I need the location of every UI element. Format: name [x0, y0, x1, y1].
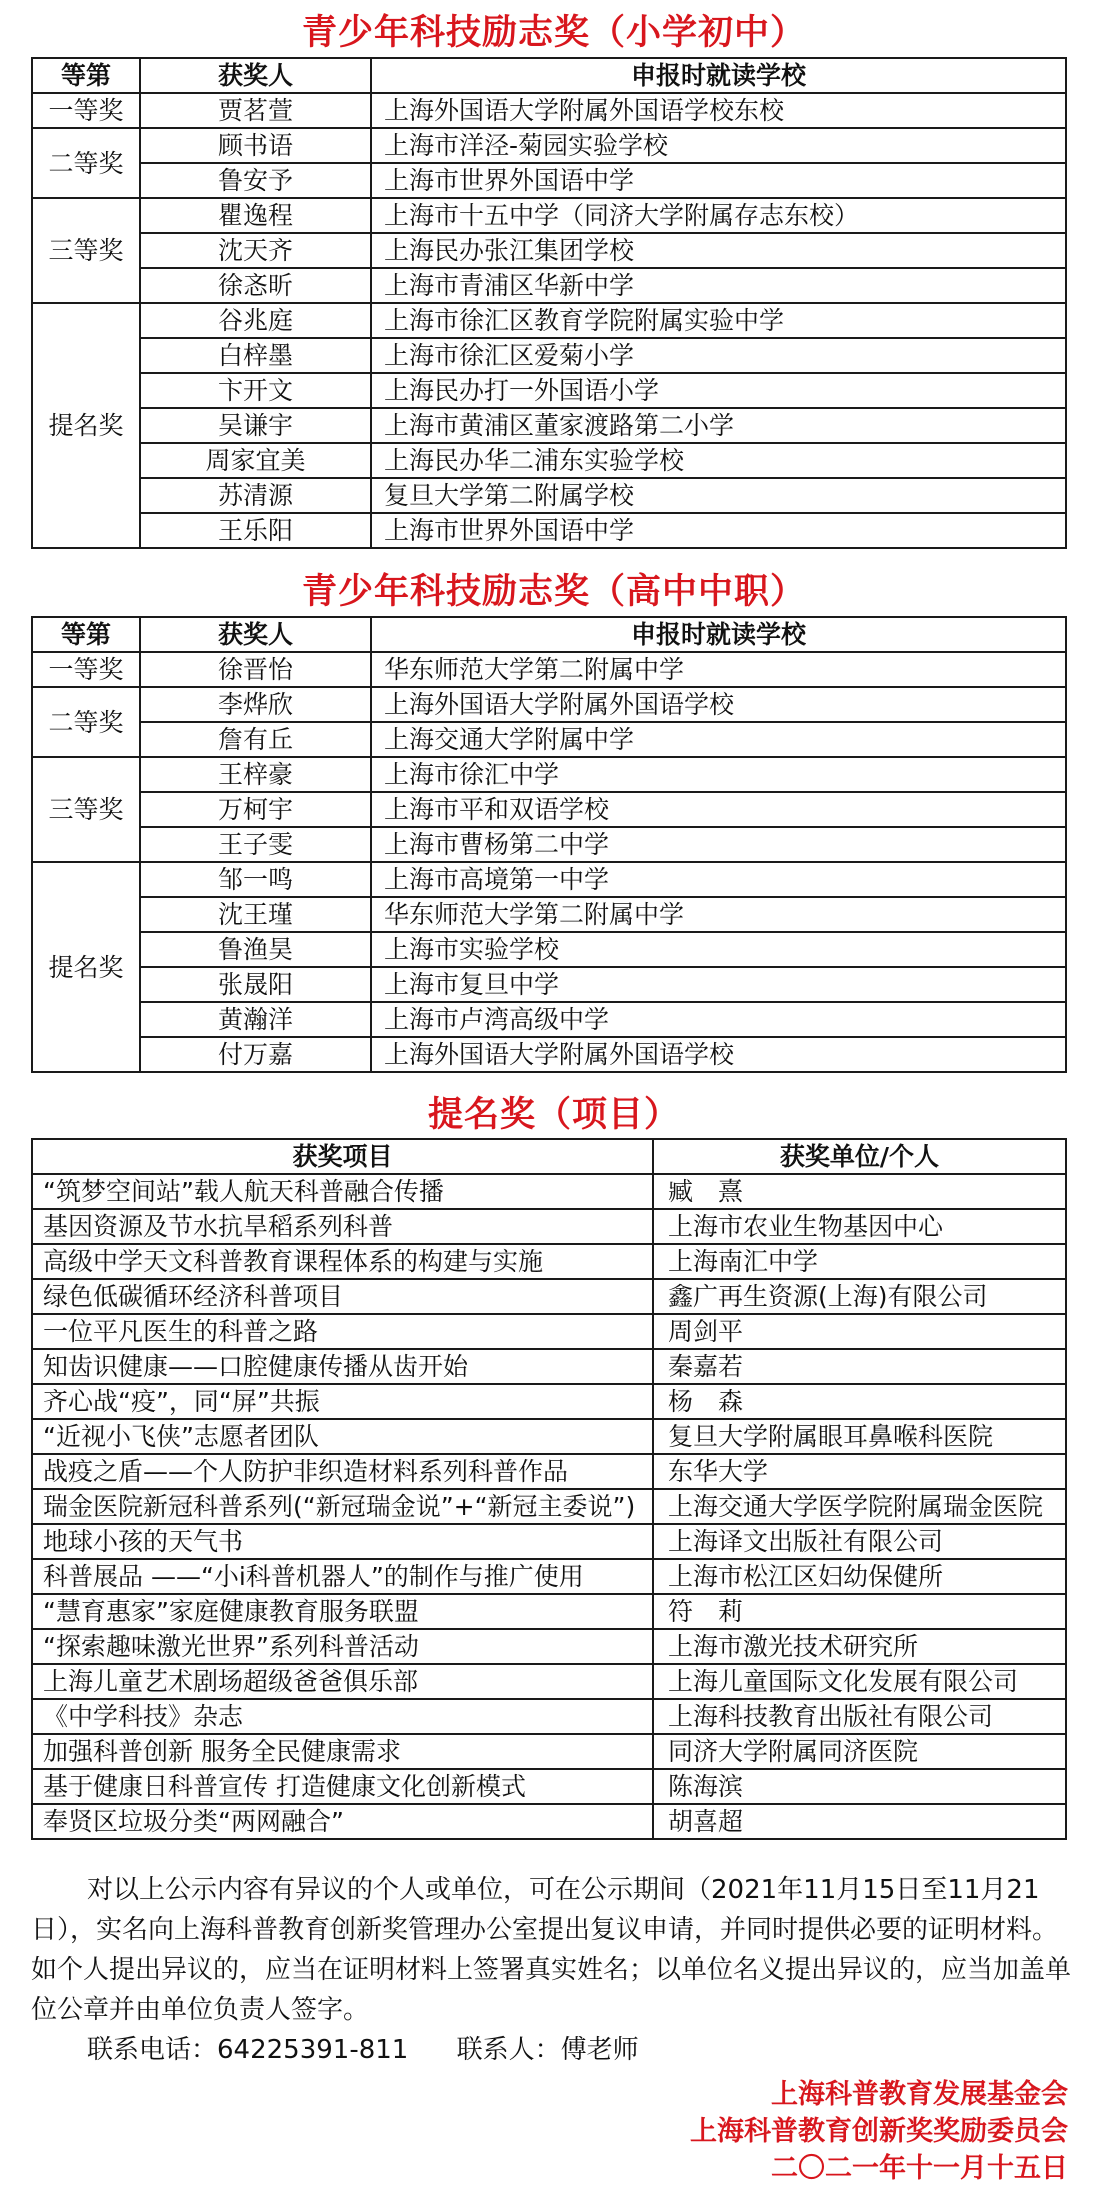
winner-name: 王乐阳: [140, 513, 371, 548]
school-name: 上海市世界外国语中学: [371, 163, 1066, 198]
table-row: [32, 652, 1066, 687]
signature-org1: 上海科普教育发展基金会: [771, 2079, 1068, 2110]
project-name: 基因资源及节水抗旱稻系列科普: [32, 1209, 653, 1244]
table-row: [32, 1174, 1066, 1209]
winner-name: 苏清源: [140, 478, 371, 513]
award-level: 二等奖: [32, 128, 140, 198]
school-name: 上海市平和双语学校: [371, 792, 1066, 827]
project-name: 知齿识健康——口腔健康传播从齿开始: [32, 1349, 653, 1384]
winner-name: 李烨欣: [140, 687, 371, 722]
table-row: [32, 897, 1066, 932]
section1-title: 青少年科技励志奖（小学初中）: [301, 13, 806, 53]
winner-name: 徐晋怡: [140, 652, 371, 687]
section2-table: [31, 616, 1067, 1073]
project-name: 科普展品 ——“小i科普机器人”的制作与推广使用: [32, 1559, 653, 1594]
project-name: 奉贤区垃圾分类“两网融合”: [32, 1804, 653, 1839]
award-level: 提名奖: [32, 862, 140, 1072]
section3-table: [31, 1138, 1067, 1840]
table-row: [32, 757, 1066, 792]
notice-text: 对以上公示内容有异议的个人或单位，可在公示期间（2021年11月15日至11月21日），实名向上海科普教育创新奖管理办公室提出复议申请，并同时提供必要的证明材料。如个人提出异议的，应当在证明材料上签署真实姓名；以单位名义提出异议的，应当加盖单位公章并由单位负责人签字。: [31, 1875, 1072, 2025]
winner-unit: 上海市松江区妇幼保健所: [653, 1559, 1066, 1594]
winner-name: 付万嘉: [140, 1037, 371, 1072]
table-row: [32, 722, 1066, 757]
section3-title: 提名奖（项目）: [427, 1095, 680, 1135]
award-level: 提名奖: [32, 303, 140, 548]
table-row: [32, 1209, 1066, 1244]
table-row: [32, 1734, 1066, 1769]
project-name: “近视小飞侠”志愿者团队: [32, 1419, 653, 1454]
table-row: [32, 1804, 1066, 1839]
school-name: 上海市洋泾-菊园实验学校: [371, 128, 1066, 163]
section2-title: 青少年科技励志奖（高中中职）: [301, 572, 806, 612]
header-school: 申报时就读学校: [371, 617, 1066, 652]
contact-person: 联系人：傅老师: [456, 2035, 639, 2065]
school-name: 上海市卢湾高级中学: [371, 1002, 1066, 1037]
winner-unit: 胡喜超: [653, 1804, 1066, 1839]
table-row: [32, 1037, 1066, 1072]
winner-name: 瞿逸程: [140, 198, 371, 233]
header-school: 申报时就读学校: [371, 58, 1066, 93]
table-row: [32, 408, 1066, 443]
school-name: 上海市世界外国语中学: [371, 513, 1066, 548]
header-project: 获奖项目: [32, 1139, 653, 1174]
school-name: 上海市复旦中学: [371, 967, 1066, 1002]
section1-table: [31, 57, 1067, 549]
table-row: [32, 1349, 1066, 1384]
school-name: 上海外国语大学附属外国语学校: [371, 687, 1066, 722]
table-row: [32, 1002, 1066, 1037]
table-row: [32, 1594, 1066, 1629]
project-name: 基于健康日科普宣传 打造健康文化创新模式: [32, 1769, 653, 1804]
table-row: [32, 1524, 1066, 1559]
winner-unit: 上海交通大学医学院附属瑞金医院: [653, 1489, 1066, 1524]
signature-block: [690, 2076, 1068, 2187]
award-level: 一等奖: [32, 93, 140, 128]
school-name: 上海市徐汇区教育学院附属实验中学: [371, 303, 1066, 338]
project-name: “探索趣味激光世界”系列科普活动: [32, 1629, 653, 1664]
project-name: 一位平凡医生的科普之路: [32, 1314, 653, 1349]
table-row: [32, 1559, 1066, 1594]
table-row: [32, 1629, 1066, 1664]
table-row: [32, 303, 1066, 338]
winner-name: 张晟阳: [140, 967, 371, 1002]
winner-unit: 东华大学: [653, 1454, 1066, 1489]
project-name: 战疫之盾——个人防护非织造材料系列科普作品: [32, 1454, 653, 1489]
winner-name: 鲁渔昊: [140, 932, 371, 967]
winner-name: 万柯宇: [140, 792, 371, 827]
table-row: [32, 687, 1066, 722]
winner-unit: 符 莉: [653, 1594, 1066, 1629]
winner-name: 徐忞昕: [140, 268, 371, 303]
header-level: 等第: [32, 617, 140, 652]
winner-unit: 上海市激光技术研究所: [653, 1629, 1066, 1664]
school-name: 上海民办打一外国语小学: [371, 373, 1066, 408]
signature-org2: 上海科普教育创新奖奖励委员会: [690, 2116, 1068, 2147]
school-name: 上海市十五中学（同济大学附属存志东校）: [371, 198, 1066, 233]
contact-line: [87, 2030, 679, 2070]
winner-unit: 臧 熹: [653, 1174, 1066, 1209]
school-name: 上海市徐汇中学: [371, 757, 1066, 792]
table-row: [32, 513, 1066, 548]
header-winner: 获奖人: [140, 58, 371, 93]
winner-unit: 同济大学附属同济医院: [653, 1734, 1066, 1769]
award-level: 三等奖: [32, 198, 140, 303]
table-row: [32, 443, 1066, 478]
project-name: 《中学科技》杂志: [32, 1699, 653, 1734]
school-name: 华东师范大学第二附属中学: [371, 897, 1066, 932]
school-name: 华东师范大学第二附属中学: [371, 652, 1066, 687]
school-name: 上海市青浦区华新中学: [371, 268, 1066, 303]
table-row: [32, 792, 1066, 827]
table-row: [32, 827, 1066, 862]
table-row: [32, 128, 1066, 163]
table-row: [32, 198, 1066, 233]
project-name: 齐心战“疫”，同“屏”共振: [32, 1384, 653, 1419]
table-row: [32, 373, 1066, 408]
winner-unit: 上海南汇中学: [653, 1244, 1066, 1279]
winner-name: 沈王瑾: [140, 897, 371, 932]
table-row: [32, 1244, 1066, 1279]
table-row: [32, 268, 1066, 303]
table-row: [32, 1489, 1066, 1524]
winner-unit: 陈海滨: [653, 1769, 1066, 1804]
school-name: 上海外国语大学附属外国语学校东校: [371, 93, 1066, 128]
winner-name: 卞开文: [140, 373, 371, 408]
project-name: “筑梦空间站”载人航天科普融合传播: [32, 1174, 653, 1209]
table-row: [32, 1699, 1066, 1734]
winner-name: 王子雯: [140, 827, 371, 862]
signature-date: 二〇二一年十一月十五日: [771, 2153, 1068, 2184]
header-level: 等第: [32, 58, 140, 93]
school-name: 上海民办华二浦东实验学校: [371, 443, 1066, 478]
winner-name: 邹一鸣: [140, 862, 371, 897]
table-row: [32, 478, 1066, 513]
table-row: [32, 1454, 1066, 1489]
table-row: [32, 233, 1066, 268]
project-name: 地球小孩的天气书: [32, 1524, 653, 1559]
award-level: 二等奖: [32, 687, 140, 757]
winner-name: 鲁安予: [140, 163, 371, 198]
school-name: 上海市高境第一中学: [371, 862, 1066, 897]
header-winner: 获奖人: [140, 617, 371, 652]
winner-unit: 上海科技教育出版社有限公司: [653, 1699, 1066, 1734]
winner-unit: 杨 森: [653, 1384, 1066, 1419]
winner-name: 顾书语: [140, 128, 371, 163]
header-unit: 获奖单位/个人: [653, 1139, 1066, 1174]
winner-name: 詹有丘: [140, 722, 371, 757]
table-row: [32, 1419, 1066, 1454]
school-name: 上海市曹杨第二中学: [371, 827, 1066, 862]
project-name: 绿色低碳循环经济科普项目: [32, 1279, 653, 1314]
winner-unit: 秦嘉若: [653, 1349, 1066, 1384]
table-row: [32, 1664, 1066, 1699]
winner-name: 白梓墨: [140, 338, 371, 373]
project-name: 高级中学天文科普教育课程体系的构建与实施: [32, 1244, 653, 1279]
school-name: 上海市徐汇区爱菊小学: [371, 338, 1066, 373]
winner-unit: 上海译文出版社有限公司: [653, 1524, 1066, 1559]
winner-name: 黄瀚洋: [140, 1002, 371, 1037]
project-name: 加强科普创新 服务全民健康需求: [32, 1734, 653, 1769]
school-name: 上海市黄浦区董家渡路第二小学: [371, 408, 1066, 443]
project-name: 上海儿童艺术剧场超级爸爸俱乐部: [32, 1664, 653, 1699]
winner-name: 周家宜美: [140, 443, 371, 478]
school-name: 上海外国语大学附属外国语学校: [371, 1037, 1066, 1072]
table-row: [32, 967, 1066, 1002]
table-row: [32, 163, 1066, 198]
school-name: 上海交通大学附属中学: [371, 722, 1066, 757]
school-name: 复旦大学第二附属学校: [371, 478, 1066, 513]
table-row: [32, 1384, 1066, 1419]
contact-phone: 联系电话：64225391-811: [87, 2035, 409, 2065]
table-row: [32, 338, 1066, 373]
table-row: [32, 1279, 1066, 1314]
winner-name: 贾茗萱: [140, 93, 371, 128]
winner-name: 沈天齐: [140, 233, 371, 268]
table-row: [32, 932, 1066, 967]
table-row: [32, 1769, 1066, 1804]
school-name: 上海市实验学校: [371, 932, 1066, 967]
winner-unit: 上海市农业生物基因中心: [653, 1209, 1066, 1244]
winner-name: 王梓豪: [140, 757, 371, 792]
school-name: 上海民办张江集团学校: [371, 233, 1066, 268]
award-level: 三等奖: [32, 757, 140, 862]
project-name: “慧育惠家”家庭健康教育服务联盟: [32, 1594, 653, 1629]
winner-unit: 周剑平: [653, 1314, 1066, 1349]
project-name: 瑞金医院新冠科普系列(“新冠瑞金说”+“新冠主委说”): [32, 1489, 653, 1524]
notice-paragraph: [31, 1870, 1081, 2030]
table-row: [32, 1314, 1066, 1349]
award-level: 一等奖: [32, 652, 140, 687]
winner-name: 吴谦宇: [140, 408, 371, 443]
winner-unit: 复旦大学附属眼耳鼻喉科医院: [653, 1419, 1066, 1454]
table-row: [32, 93, 1066, 128]
winner-unit: 上海儿童国际文化发展有限公司: [653, 1664, 1066, 1699]
winner-unit: 鑫广再生资源(上海)有限公司: [653, 1279, 1066, 1314]
table-row: [32, 862, 1066, 897]
winner-name: 谷兆庭: [140, 303, 371, 338]
